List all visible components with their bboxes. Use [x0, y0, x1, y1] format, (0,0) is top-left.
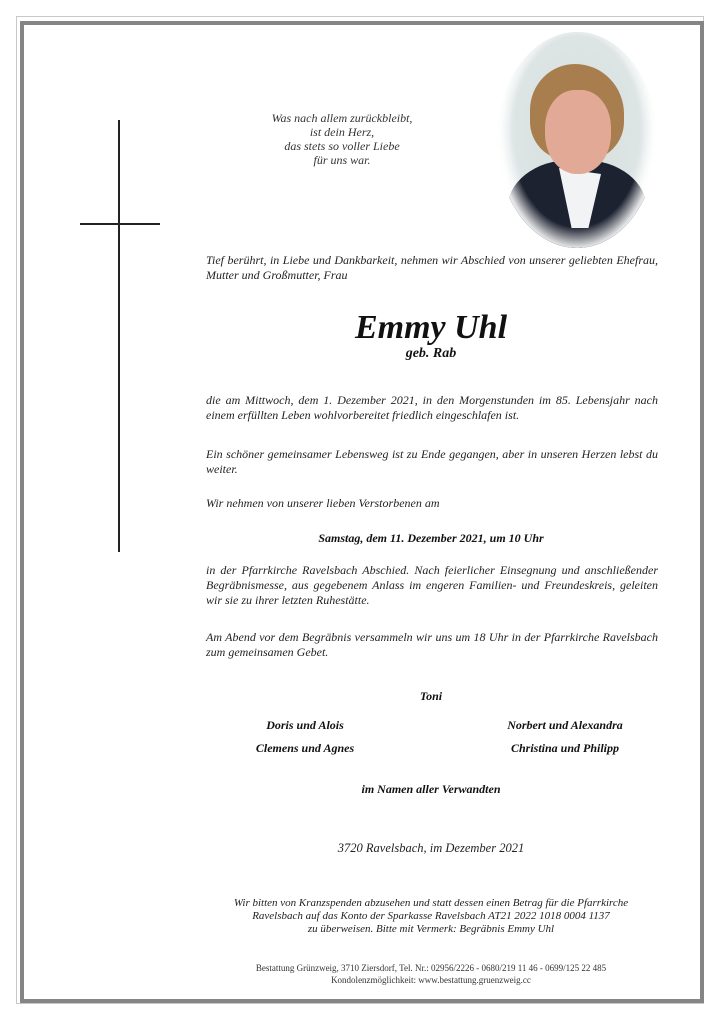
donation-line: zu überweisen. Bitte mit Vermerk: Begräbnis Emmy Uhl: [307, 923, 555, 935]
place-and-date: 3720 Ravelsbach, im Dezember 2021: [337, 841, 525, 855]
death-paragraph: die am Mittwoch, dem 1. Dezember 2021, in den Morgenstunden im 85. Lebensjahr nach einem erfüllten Leben wohlvorbereitet friedlich eingeschlafen ist.: [206, 393, 658, 422]
undertaker-info: Bestattung Grünzweig, 3710 Ziersdorf, Tel. Nr.: 02956/2226 - 0680/219 11 46 - 0699/125 22 485: [255, 963, 607, 973]
cross-horizontal-bar: [80, 223, 160, 225]
portrait-photo: [497, 32, 657, 248]
farewell-intro: Wir nehmen von unserer lieben Verstorbenen am: [206, 496, 440, 510]
quote-line: Was nach allem zurückbleibt,: [271, 111, 413, 125]
mourner-left-1: Doris und Alois: [266, 718, 344, 732]
donation-note: [196, 897, 666, 936]
cross-vertical-bar: [118, 120, 120, 552]
mourner-left-2: Clemens und Agnes: [255, 741, 355, 755]
prayer-paragraph: Am Abend vor dem Begräbnis versammeln wir uns um 18 Uhr in der Pfarrkirche Ravelsbach zum gemeinsamen Gebet.: [206, 630, 658, 659]
intro-text: Tief berührt, in Liebe und Dankbarkeit, nehmen wir Abschied von unserer geliebten Ehefrau, Mutter und Großmutter, Frau: [206, 253, 658, 282]
quote-line: für uns war.: [313, 153, 371, 167]
memorial-quote: [242, 111, 442, 167]
portrait-vignette: [497, 32, 657, 248]
mourner-right-2: Christina und Philipp: [510, 741, 620, 755]
life-paragraph: Ein schöner gemeinsamer Lebensweg ist zu Ende gegangen, aber in unseren Herzen lebst du weiter.: [206, 447, 658, 476]
mourner-spouse: Toni: [419, 689, 443, 703]
mourners-closing: im Namen aller Verwandten: [361, 782, 501, 796]
mourner-right-1: Norbert und Alexandra: [507, 718, 623, 732]
birth-name: geb. Rab: [405, 346, 457, 361]
quote-line: das stets so voller Liebe: [284, 139, 400, 153]
funeral-date: Samstag, dem 11. Dezember 2021, um 10 Uhr: [318, 531, 544, 545]
donation-line: Ravelsbach auf das Konto der Sparkasse Ravelsbach AT21 2022 1018 0004 1137: [252, 910, 610, 922]
ceremony-paragraph: in der Pfarrkirche Ravelsbach Abschied. Nach feierlicher Einsegnung und anschließender Begräbnismesse, aus gegebenem Anlass im engeren Familien- und Freundeskreis, geleiten wir sie zu ihrer letzten Ruhestätte.: [206, 563, 658, 607]
deceased-name: Emmy Uhl: [354, 309, 508, 346]
donation-line: Wir bitten von Kranzspenden abzusehen und statt dessen einen Betrag für die Pfarrkirche: [233, 897, 629, 909]
condolence-website: Kondolenzmöglichkeit: www.bestattung.gruenzweig.cc: [331, 975, 531, 985]
quote-line: ist dein Herz,: [309, 125, 375, 139]
